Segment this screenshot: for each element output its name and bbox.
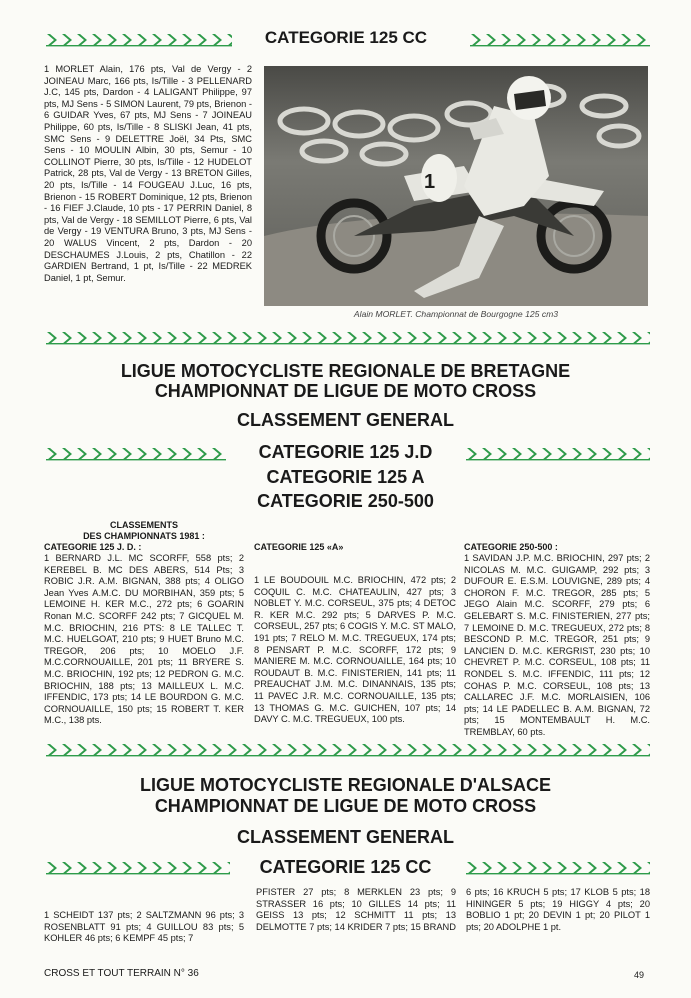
alsace-col2-text: PFISTER 27 pts; 8 MERKLEN 23 pts; 9 STRASSER 16 pts; 10 GILLES 14 pts; 11 GEISS 13 pts; 12 SCHMITT 11 pts; 13 DELMOTTE 7 pts; 14 KRIDER 7 pts; 15 BRAND bbox=[256, 887, 456, 932]
bretagne-cat-125a: CATEGORIE 125 A bbox=[266, 467, 425, 487]
bretagne-subtitle: CHAMPIONNAT DE LIGUE DE MOTO CROSS bbox=[154, 381, 537, 401]
alsace-col3-text: 6 pts; 16 KRUCH 5 pts; 17 KLOB 5 pts; 18 HININGER 5 pts; 19 HIGGY 4 pts; 20 BOBLIO 1 pt; 20 DEVIN 1 pt; 20 PILOT 1 pts; 20 ADOLPHE 1 pt. bbox=[466, 887, 650, 932]
bretagne-col3-text: 1 SAVIDAN J.P. M.C. BRIOCHIN, 297 pts; 2 NICOLAS M. M.C. GUIGAMP, 292 pts; 3 DUFOUR E. E.S.M. LOUVIGNE, 289 pts; 4 CHORON F. M.C. TREGOR, 285 pts; 5 JEGO Alain M.C. SCORFF, 279 pts; 6 GELEBART S. M.C. FINISTERIEN, 277 pts; 7 LEMOINE D. M.C. TREGUEUX, 272 pts; 8 BESCOND P. M.C. TREGOR, 251 pts; 9 LANCIEN D. M.C. KERGRIST, 230 pts; 10 CHEVRET P. M.C. CORSEUL, 108 pts; 11 RONDEL S. M.C. IFFENDIC, 111 pts; 12 COHAS P. M.C. CORSEUL, 108 pts; 13 CALLAREC J.F. M.C. MORLAISIEN, 106 pts; 14 LE PADELLEC B. A.M. BIGNAN, 72 pts; 15 MONTEMBAULT H. M.C. TREMBLAY, 60 pts. bbox=[464, 553, 650, 737]
alsace-cat-125cc: CATEGORIE 125 CC bbox=[259, 857, 432, 877]
bretagne-cat-125jd: CATEGORIE 125 J.D bbox=[258, 442, 433, 462]
top-category-title: CATEGORIE 125 CC bbox=[264, 28, 428, 47]
photo-caption: Alain MORLET. Championnat de Bourgogne 125 cm3 bbox=[353, 309, 559, 319]
chevron-divider bbox=[46, 743, 650, 757]
bretagne-cat-250-500: CATEGORIE 250-500 bbox=[257, 491, 434, 511]
bretagne-col1-heading1: CLASSEMENTS bbox=[109, 520, 178, 530]
chevron-divider bbox=[46, 331, 650, 345]
bretagne-col2-text: 1 LE BOUDOUIL M.C. BRIOCHIN, 472 pts; 2 COQUIL C. M.C. CHATEAULIN, 427 pts; 3 NOBLET Y. M.C. CORSEUL, 375 pts; 4 DETOC R. KER M.C. 292 pts; 5 DARVES P. M.C. CORSEUL, 257 pts; 6 COGIS Y. M.C. ST MALO, 191 pts; 7 RELO M. M.C. TREGUEUX, 174 pts; 8 PENSART P. M.C. SCORFF, 172 pts; 9 MANIERE M. M.C. CORNOUAILLE, 164 pts; 10 ROUDAUT B. M.C. FINISTERIEN, 141 pts; 11 PREAUCHAT J.M. M.C. DINANNAIS, 135 pts; 11 PAVEC J.R. M.C. CORNOUAILLE, 135 pts; 13 THOMAS G. M.C. GUICHEN, 107 pts; 14 DAVY C. M.C. TREGUEUX, 100 pts. bbox=[254, 575, 456, 725]
svg-text:1: 1 bbox=[424, 171, 436, 193]
chevron-divider bbox=[470, 33, 650, 47]
motocross-photo bbox=[264, 66, 648, 306]
alsace-subtitle: CHAMPIONNAT DE LIGUE DE MOTO CROSS bbox=[154, 796, 537, 816]
bretagne-col2-heading: CATEGORIE 125 «A» bbox=[254, 542, 344, 552]
bretagne-col1-text: 1 BERNARD J.L. MC SCORFF, 558 pts; 2 KEREBEL B. MC DES ABERS, 514 Pts; 3 ROBIC J.R. A.M. BIGNAN, 388 pts; 4 OLIGO Jean Yves A.M.C. DU MORBIHAN, 359 pts; 5 LEMOINE H. KER M.C., 272 pts; 6 GOARIN Ronan M.C. SCORFF 242 pts; 7 GICQUEL M. M.C. BRIOCHIN, 216 PTS: 8 LE TALLEC T. M.C. HUELGOAT, 210 pts; 9 HUET Bruno M.C. TREGOR, 206 pts; 10 MOELO J.F. M.C.CORNOUAILLE, 201 pts; 11 BRYERE S. M.C. BRIOCHIN, 192 pts; 12 PEDRON G. M.C. BRIOCHIN, 188 pts; 13 MAILLEUX L. M.C. IFFENDIC, 173 pts; 14 LE BOURDON G. M.C. CORNOUAILLE, 150 pts; 15 ROBERT T. KER M.C., 138 pts. bbox=[44, 553, 244, 726]
bretagne-col1-heading3: CATEGORIE 125 J. D. : bbox=[44, 542, 142, 552]
alsace-classement: CLASSEMENT GENERAL bbox=[236, 827, 454, 847]
alsace-title: LIGUE MOTOCYCLISTE REGIONALE D'ALSACE bbox=[140, 775, 551, 795]
bretagne-title: LIGUE MOTOCYCLISTE REGIONALE DE BRETAGNE bbox=[120, 361, 571, 381]
magazine-footer: CROSS ET TOUT TERRAIN N° 36 bbox=[44, 968, 199, 979]
page-number: 49 bbox=[634, 970, 645, 980]
bretagne-classement: CLASSEMENT GENERAL bbox=[236, 410, 454, 430]
chevron-divider bbox=[46, 33, 232, 47]
alsace-col1-text: 1 SCHEIDT 137 pts; 2 SALTZMANN 96 pts; 3 ROSENBLATT 91 pts; 4 GUILLOU 83 pts; 5 KOHLER 46 pts; 6 KEMPF 45 pts; 7 bbox=[44, 910, 244, 944]
bretagne-col1-heading2: DES CHAMPIONNATS 1981 : bbox=[83, 531, 205, 541]
bretagne-col3-heading: CATEGORIE 250-500 : bbox=[464, 542, 558, 552]
top-results-text: 1 MORLET Alain, 176 pts, Val de Vergy - 2 JOINEAU Marc, 166 pts, Is/Tille - 3 PELLENARD J.C, 145 pts, Dardon - 4 LALIGANT Philippe, 97 pts, MJ Sens - 5 SIMON Laurent, 79 pts, Brienon - 6 GUIDAR Yves, 67 pts, MJ Sens - 7 JOINEAU Philippe, 60 pts, Is/Tille - 8 SLISKI Jean, 41 pts, SMC Sens - 9 DELETTRE Joël, 34 Pts, SMC Sens - 10 MOULIN Albin, 30 pts, Semur - 10 COLLINOT Pierre, 30 pts, Is/Tille - 12 HUDELOT Patrick, 28 pts, Val de Vergy - 13 BRETON Gilles, 20 pts, Is/Tille - 14 FOUGEAU J.Luc, 16 pts, Brienon - 15 ROBERT Dominique, 12 pts, Brienon - 16 FIEF J.Claude, 10 pts - 17 PERRIN Daniel, 8 pts, Val de Vergy - 18 SEMILLOT Pierre, 6 pts, Val de Vergy - 19 VENTURA Bruno, 3 pts, MJ Sens - 20 WALUS Vincent, 2 pts, Dardon - 20 DESCHAUMES J.Louis, 2 pts, Chatillon - 22 GARDIEN Bertrand, 1 pt, Is/Tille - 22 MEDREK Daniel, 1 pt, Semur. bbox=[44, 64, 252, 283]
